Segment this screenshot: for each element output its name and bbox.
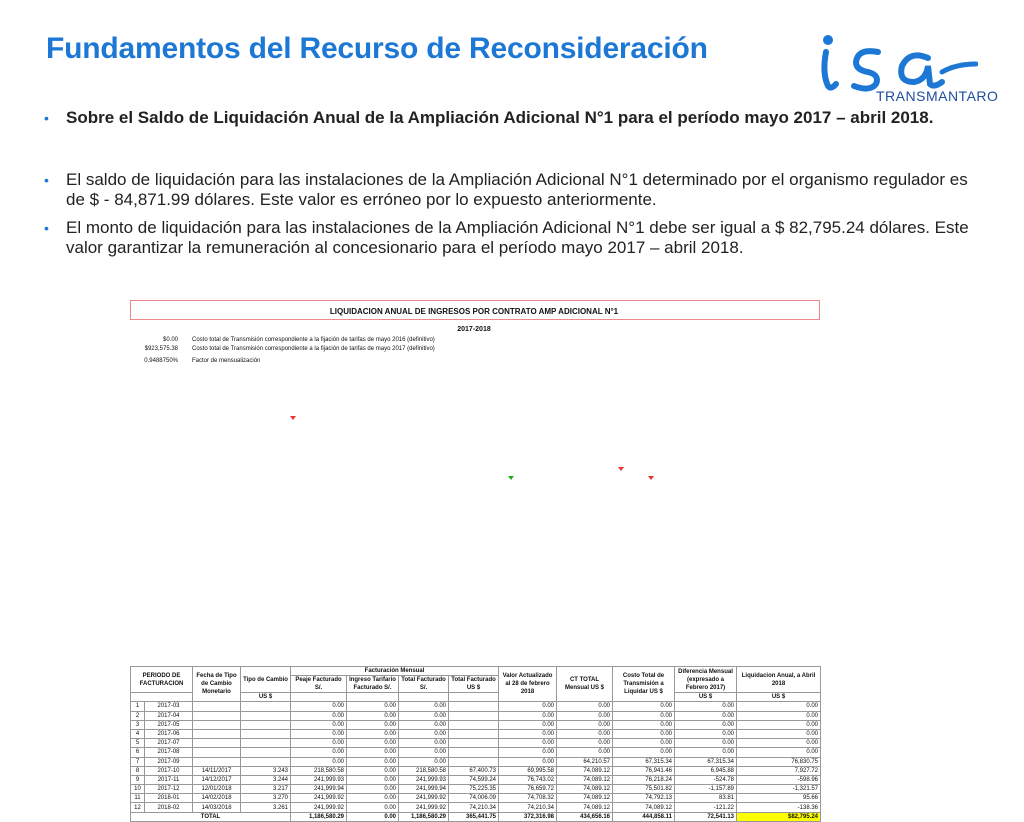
table-cell: 4 [131, 729, 145, 738]
table-cell: 76,941.46 [613, 766, 675, 775]
table-cell: 7 [131, 757, 145, 766]
table-cell: 0.00 [613, 711, 675, 720]
table-cell: 241,999.92 [399, 803, 449, 812]
company-wordmark: TRANSMANTARO [876, 88, 999, 104]
table-cell: 0.00 [399, 729, 449, 738]
table-cell [241, 748, 291, 757]
table-cell: 218,580.58 [291, 766, 347, 775]
table-cell: -598.96 [737, 775, 821, 784]
table-cell: 0.00 [499, 757, 557, 766]
table-row [131, 766, 821, 775]
table-cell: 12/01/2018 [193, 785, 241, 794]
col-header-valor-act: Valor Actualizado al 28 de febrero 2018 [499, 667, 557, 702]
bullet-item-1 [44, 108, 974, 128]
table-cell: 0.00 [347, 720, 399, 729]
table-cell: 76,830.75 [737, 757, 821, 766]
table-cell: 0.00 [737, 729, 821, 738]
total-cell: 372,316.98 [499, 812, 557, 821]
table-cell: 2017-06 [145, 729, 193, 738]
table-cell: 0.00 [399, 720, 449, 729]
table-cell: 3.270 [241, 794, 291, 803]
table-cell: 0.00 [675, 702, 737, 711]
table-cell: 241,999.92 [291, 794, 347, 803]
table-cell: 0.00 [291, 720, 347, 729]
bullet-item-3 [44, 218, 974, 258]
liquidation-table [130, 666, 821, 822]
col-header-fact-mensual: Facturación Mensual [291, 667, 499, 676]
table-cell: 0.00 [291, 739, 347, 748]
info-value: $923,575.38 [144, 346, 178, 352]
total-cell: $82,795.24 [737, 812, 821, 821]
table-cell: 76,659.72 [499, 785, 557, 794]
table-cell [193, 757, 241, 766]
bullet-list [44, 108, 974, 266]
table-cell: 74,089.12 [557, 775, 613, 784]
table-cell: 0.00 [399, 757, 449, 766]
table-cell: 67,400.73 [449, 766, 499, 775]
table-cell [449, 702, 499, 711]
bullet-glyph: • [44, 220, 49, 236]
table-cell: 5 [131, 739, 145, 748]
table-cell: 0.00 [347, 794, 399, 803]
liquidation-spreadsheet [130, 300, 820, 820]
info-value: 0.9488750% [144, 358, 178, 364]
table-cell: 2017-04 [145, 711, 193, 720]
table-cell: 0.00 [675, 711, 737, 720]
total-row [131, 812, 821, 821]
table-cell: 14/12/2017 [193, 775, 241, 784]
table-cell: 2017-10 [145, 766, 193, 775]
table-row [131, 702, 821, 711]
table-cell: 2017-03 [145, 702, 193, 711]
table-cell: 74,089.12 [557, 785, 613, 794]
table-cell [449, 757, 499, 766]
table-cell: 74,792.13 [613, 794, 675, 803]
table-cell: -1,321.57 [737, 785, 821, 794]
col-unit: US $ [737, 693, 821, 702]
table-cell: 0.00 [557, 748, 613, 757]
total-cell: 0.00 [347, 812, 399, 821]
table-cell: 8 [131, 766, 145, 775]
table-cell: 0.00 [347, 739, 399, 748]
table-cell: 0.00 [291, 748, 347, 757]
table-cell: 218,580.58 [399, 766, 449, 775]
table-cell: 0.00 [347, 785, 399, 794]
table-cell: 2018-02 [145, 803, 193, 812]
table-cell: 0.00 [399, 711, 449, 720]
bullet-text: El saldo de liquidación para las instalaciones de la Ampliación Adicional N°1 determinado por el organismo regulador es de $ - 84,871.99 dólares. Este valor es erróneo por lo expuesto anteriormente. [66, 170, 968, 209]
info-label: Costo total de Transmisión correspondiente a la fijación de tarifas de mayo 2016 (definitivo) [192, 337, 435, 343]
bullet-text: Sobre el Saldo de Liquidación Anual de la Ampliación Adicional N°1 para el período mayo 2017 – abril 2018. [66, 108, 934, 127]
info-value: $0.00 [162, 337, 178, 343]
bullet-item-2 [44, 170, 974, 210]
table-cell: 0.00 [399, 702, 449, 711]
table-cell: 0.00 [347, 766, 399, 775]
table-cell: 241,999.94 [291, 785, 347, 794]
table-cell: 74,210.34 [499, 803, 557, 812]
table-cell: 0.00 [499, 729, 557, 738]
table-row [131, 729, 821, 738]
table-cell: 0.00 [613, 702, 675, 711]
col-header-fecha: Fecha de Tipo de Cambio Monetario [193, 667, 241, 702]
table-cell: 14/11/2017 [193, 766, 241, 775]
table-row [131, 739, 821, 748]
total-cell: 434,656.16 [557, 812, 613, 821]
sheet-title: LIQUIDACION ANUAL DE INGRESOS POR CONTRATO AMP ADICIONAL N°1 [329, 307, 619, 316]
table-row [131, 775, 821, 784]
total-cell: 1,186,580.29 [291, 812, 347, 821]
table-cell: 0.00 [499, 748, 557, 757]
table-cell: 76,743.02 [499, 775, 557, 784]
table-cell: 0.00 [737, 702, 821, 711]
table-cell: 0.00 [347, 711, 399, 720]
table-cell: 6 [131, 748, 145, 757]
table-cell: 0.00 [291, 757, 347, 766]
table-cell: 0.00 [347, 803, 399, 812]
table-cell: 0.00 [499, 711, 557, 720]
bullet-text: El monto de liquidación para las instalaciones de la Ampliación Adicional N°1 debe ser igual a $ 82,795.24 dólares. Este valor garantizar la remuneración al concesionario para el período mayo 2017 – abril 2018. [66, 218, 969, 257]
table-cell [449, 729, 499, 738]
table-cell: 64,210.57 [557, 757, 613, 766]
table-cell [193, 748, 241, 757]
table-cell: -524.78 [675, 775, 737, 784]
table-cell: 241,999.92 [291, 803, 347, 812]
table-cell: 14/03/2018 [193, 803, 241, 812]
info-label: Costo total de Transmisión correspondiente a la fijación de tarifas de mayo 2017 (definitivo) [192, 346, 435, 352]
table-cell: 0.00 [737, 739, 821, 748]
total-cell: 365,441.75 [449, 812, 499, 821]
table-cell: 74,089.12 [557, 794, 613, 803]
table-cell: 0.00 [557, 702, 613, 711]
table-cell: 7,927.72 [737, 766, 821, 775]
table-cell: 74,089.12 [557, 803, 613, 812]
table-cell: 74,089.12 [557, 766, 613, 775]
table-cell [193, 711, 241, 720]
table-cell [193, 739, 241, 748]
col-header-periodo: PERIODO DE FACTURACION [131, 667, 193, 693]
table-cell [193, 702, 241, 711]
col-unit: US $ [241, 693, 291, 702]
table-cell: 76,218.24 [613, 775, 675, 784]
table-cell: 74,006.09 [449, 794, 499, 803]
table-cell: 0.00 [613, 729, 675, 738]
table-cell: 241,999.93 [399, 775, 449, 784]
table-cell: 2017-12 [145, 785, 193, 794]
col-header-ingreso: Ingreso Tarifario Facturado S/. [347, 676, 399, 693]
slide-title: Fundamentos del Recurso de Reconsideración [46, 32, 708, 65]
table-cell: 0.00 [347, 775, 399, 784]
table-row [131, 748, 821, 757]
table-cell: 75,225.35 [449, 785, 499, 794]
table-cell [449, 748, 499, 757]
table-cell [241, 702, 291, 711]
table-cell: 0.00 [291, 702, 347, 711]
table-cell: 0.00 [737, 720, 821, 729]
table-cell [193, 729, 241, 738]
sheet-period: 2017-2018 [457, 326, 491, 333]
table-cell: 0.00 [499, 739, 557, 748]
table-cell: 75,501.82 [613, 785, 675, 794]
table-cell: 3 [131, 720, 145, 729]
table-cell: 0.00 [291, 729, 347, 738]
table-cell: 0.00 [675, 748, 737, 757]
table-cell: 2017-08 [145, 748, 193, 757]
table-cell [241, 729, 291, 738]
table-cell: 3.243 [241, 766, 291, 775]
table-cell: 74,089.12 [613, 803, 675, 812]
table-cell: 2017-07 [145, 739, 193, 748]
table-cell: 0.00 [737, 748, 821, 757]
table-cell: 0.00 [499, 702, 557, 711]
table-cell: 241,999.92 [399, 794, 449, 803]
table-cell: 95.66 [737, 794, 821, 803]
table-cell [449, 739, 499, 748]
col-header-tipo: Tipo de Cambio [241, 667, 291, 693]
table-cell [241, 757, 291, 766]
table-row [131, 803, 821, 812]
table-cell: 67,315.34 [675, 757, 737, 766]
table-cell: 74,599.24 [449, 775, 499, 784]
table-cell: 10 [131, 785, 145, 794]
col-header-diferencia: Diferencia Mensual (expresado a Febrero 2017) [675, 667, 737, 693]
col-header-liquidacion: Liquidacion Anual, a Abril 2018 [737, 667, 821, 693]
table-cell: 12 [131, 803, 145, 812]
table-cell: 0.00 [613, 739, 675, 748]
table-cell: 9 [131, 775, 145, 784]
table-cell: 3.217 [241, 785, 291, 794]
table-cell: 3.244 [241, 775, 291, 784]
table-cell: -121.22 [675, 803, 737, 812]
table-cell [241, 739, 291, 748]
table-cell: 0.00 [347, 729, 399, 738]
total-cell: 72,541.13 [675, 812, 737, 821]
col-header-costo-total: Costo Total de Transmisión a Liquidar US $ [613, 667, 675, 702]
table-cell: 0.00 [499, 720, 557, 729]
table-cell: 6,945.88 [675, 766, 737, 775]
table-row [131, 711, 821, 720]
col-header-total-fact: Total Facturado S/. [399, 676, 449, 693]
table-cell: 0.00 [675, 720, 737, 729]
table-cell: 14/02/2018 [193, 794, 241, 803]
table-cell: 0.00 [557, 711, 613, 720]
table-cell [449, 720, 499, 729]
table-cell: 11 [131, 794, 145, 803]
col-unit: US $ [675, 693, 737, 702]
col-header-peaje: Peaje Facturado S/. [291, 676, 347, 693]
table-cell: 83.81 [675, 794, 737, 803]
table-cell [193, 720, 241, 729]
table-cell: 2018-01 [145, 794, 193, 803]
table-cell: 0.00 [557, 720, 613, 729]
table-cell: 2 [131, 711, 145, 720]
table-cell: -1,157.89 [675, 785, 737, 794]
col-header-total-usd: Total Facturado US $ [449, 676, 499, 693]
table-cell: 0.00 [347, 748, 399, 757]
table-cell: 74,708.32 [499, 794, 557, 803]
table-cell: 0.00 [675, 729, 737, 738]
total-cell: 444,858.11 [613, 812, 675, 821]
table-cell: 0.00 [557, 739, 613, 748]
table-cell: 0.00 [399, 739, 449, 748]
table-cell [241, 711, 291, 720]
table-cell: 0.00 [613, 720, 675, 729]
table-cell: 0.00 [737, 711, 821, 720]
table-cell: 2017-11 [145, 775, 193, 784]
table-cell: 0.00 [557, 729, 613, 738]
table-cell: 0.00 [347, 757, 399, 766]
table-cell: 2017-05 [145, 720, 193, 729]
table-row [131, 757, 821, 766]
bullet-glyph: • [44, 110, 49, 126]
table-cell: 69,995.58 [499, 766, 557, 775]
table-cell: 0.00 [399, 748, 449, 757]
table-cell: 241,999.94 [399, 785, 449, 794]
table-row [131, 720, 821, 729]
table-cell: 0.00 [675, 739, 737, 748]
table-row [131, 794, 821, 803]
info-label: Factor de mensualización [192, 358, 261, 364]
total-cell: 1,186,580.29 [399, 812, 449, 821]
total-label: TOTAL [131, 812, 291, 821]
table-row [131, 785, 821, 794]
table-cell: 74,210.34 [449, 803, 499, 812]
table-cell: 241,999.93 [291, 775, 347, 784]
table-cell: 67,315.34 [613, 757, 675, 766]
table-cell: 0.00 [291, 711, 347, 720]
table-cell: 0.00 [613, 748, 675, 757]
table-cell: 3.261 [241, 803, 291, 812]
table-cell: 2017-09 [145, 757, 193, 766]
table-cell [241, 720, 291, 729]
col-header-ct-total: CT TOTAL Mensual US $ [557, 667, 613, 702]
table-cell [449, 711, 499, 720]
table-cell: -138.36 [737, 803, 821, 812]
table-cell: 0.00 [347, 702, 399, 711]
table-cell: 1 [131, 702, 145, 711]
bullet-glyph: • [44, 172, 49, 188]
